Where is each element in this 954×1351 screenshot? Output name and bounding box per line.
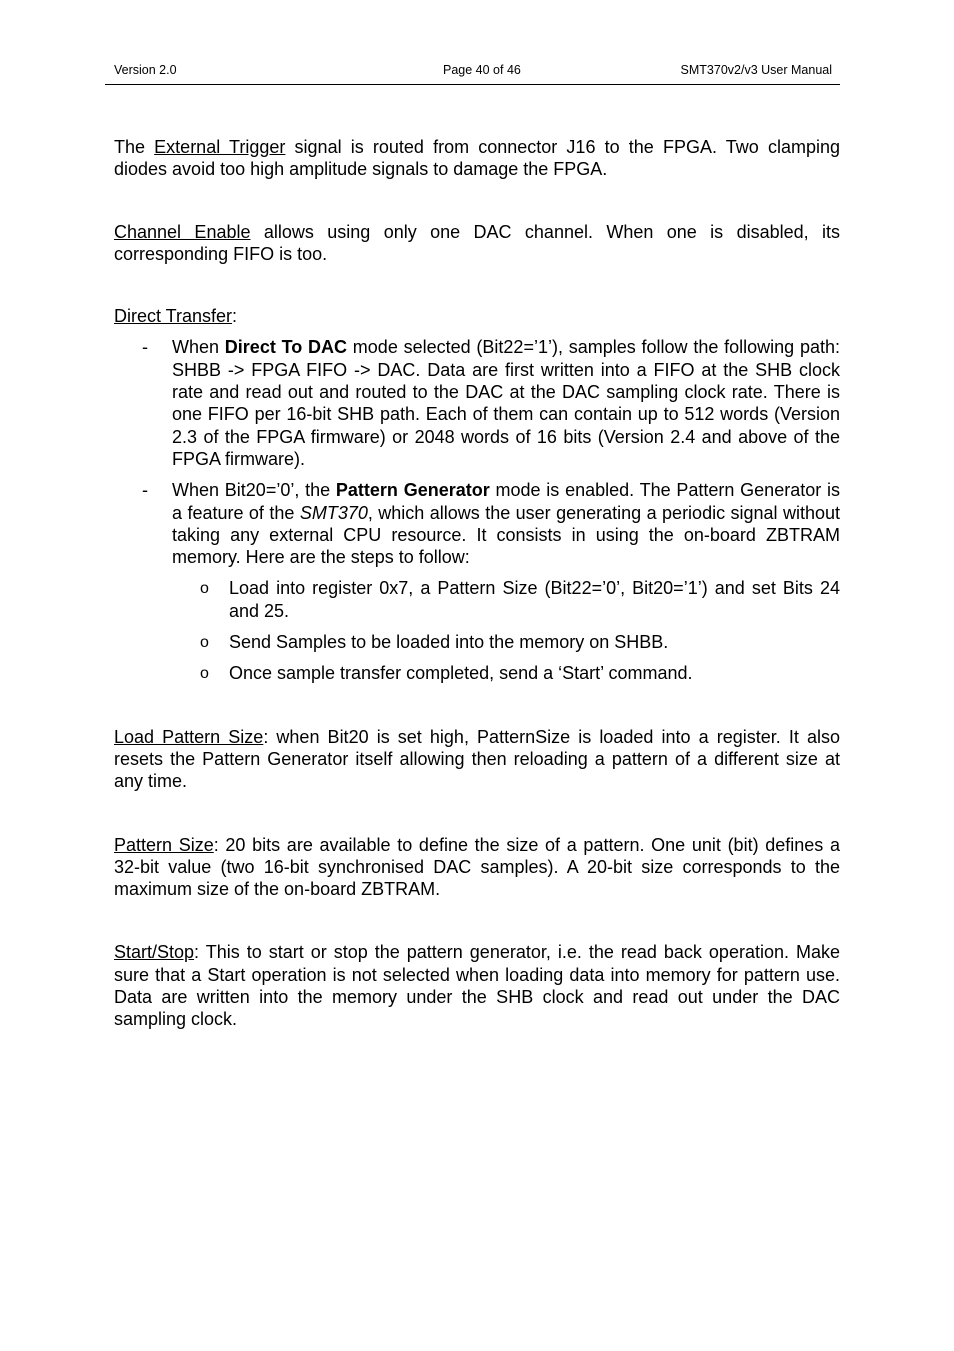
list-item: - When Direct To DAC mode selected (Bit22=’1’), samples follow the following path: SHBB -> FPGA FIFO -> DAC. Data are first written into a FIFO at the SHB clock rate and read out and routed to the DAC at the DAC sampling clock rate. There is one FIFO per 16-bit SHB path. Each of them can contain up to 512 words (Version 2.3 of the FPGA firmware) or 2048 words of 16 bits (Version 2.4 and above of the FPGA firmware).	[142, 337, 840, 469]
channel-enable-paragraph: Channel Enable allows using only one DAC channel. When one is disabled, its corresponding FIFO is too.	[114, 221, 841, 264]
load-pattern-size-term: Load Pattern Size	[114, 726, 264, 747]
list-item: - When Bit20=’0’, the Pattern Generator mode is enabled. The Pattern Generator is a feature of the SMT370, which allows the user generating a periodic signal without taking any external CPU resource. It consists in using the on-board ZBTRAM memory. Here are the steps to follow:	[142, 480, 841, 568]
load-pattern-size-paragraph: Load Pattern Size: when Bit20 is set high, PatternSize is loaded into a register. It also resets the Pattern Generator itself allowing then reloading a pattern of a different size at any time.	[114, 726, 840, 792]
start-stop-term: Start/Stop	[114, 942, 195, 963]
start-stop-paragraph: Start/Stop: This to start or stop the pattern generator, i.e. the read back operation. Make sure that a Start operation is not selected when loading data into memory for pattern use. Data are written into the memory under the SHB clock and read out under the DAC sampling clock.	[114, 942, 840, 1030]
page-content	[114, 136, 840, 1031]
header-doc-title: SMT370v2/v3 User Manual	[680, 63, 832, 77]
list-item: o Load into register 0x7, a Pattern Size (Bit22=’0’, Bit20=’1’) and set Bits 24 and 25.	[200, 578, 840, 621]
channel-enable-term: Channel Enable	[114, 221, 251, 242]
direct-to-dac-term: Direct To DAC	[224, 337, 348, 358]
header-page-number: Page 40 of 46	[443, 63, 521, 77]
list-item: o Once sample transfer completed, send a ‘Start’ command.	[114, 662, 840, 684]
circle-bullet-icon: o	[200, 634, 209, 652]
pattern-size-paragraph: Pattern Size: 20 bits are available to define the size of a pattern. One unit (bit) defines a 32-bit value (two 16-bit synchronised DAC samples). A 20-bit size corresponds to the maximum size of the on-board ZBTRAM.	[114, 834, 840, 900]
dash-marker: -	[142, 480, 148, 501]
pattern-size-term: Pattern Size	[114, 834, 214, 855]
list-item: o Send Samples to be loaded into the memory on SHBB.	[114, 631, 840, 653]
external-trigger-paragraph: The External Trigger signal is routed from connector J16 to the FPGA. Two clamping diodes avoid too high amplitude signals to damage the FPGA.	[114, 137, 840, 180]
dash-marker: -	[142, 337, 148, 358]
pattern-generator-term: Pattern Generator	[335, 480, 490, 501]
circle-bullet-icon: o	[200, 580, 209, 598]
page-header	[105, 62, 840, 85]
smt370-term: SMT370	[299, 502, 368, 523]
header-version: Version 2.0	[114, 63, 177, 77]
external-trigger-term: External Trigger	[154, 137, 286, 157]
circle-bullet-icon: o	[200, 665, 209, 683]
direct-transfer-term: Direct Transfer	[114, 306, 233, 327]
direct-transfer-heading: Direct Transfer:	[114, 306, 238, 327]
